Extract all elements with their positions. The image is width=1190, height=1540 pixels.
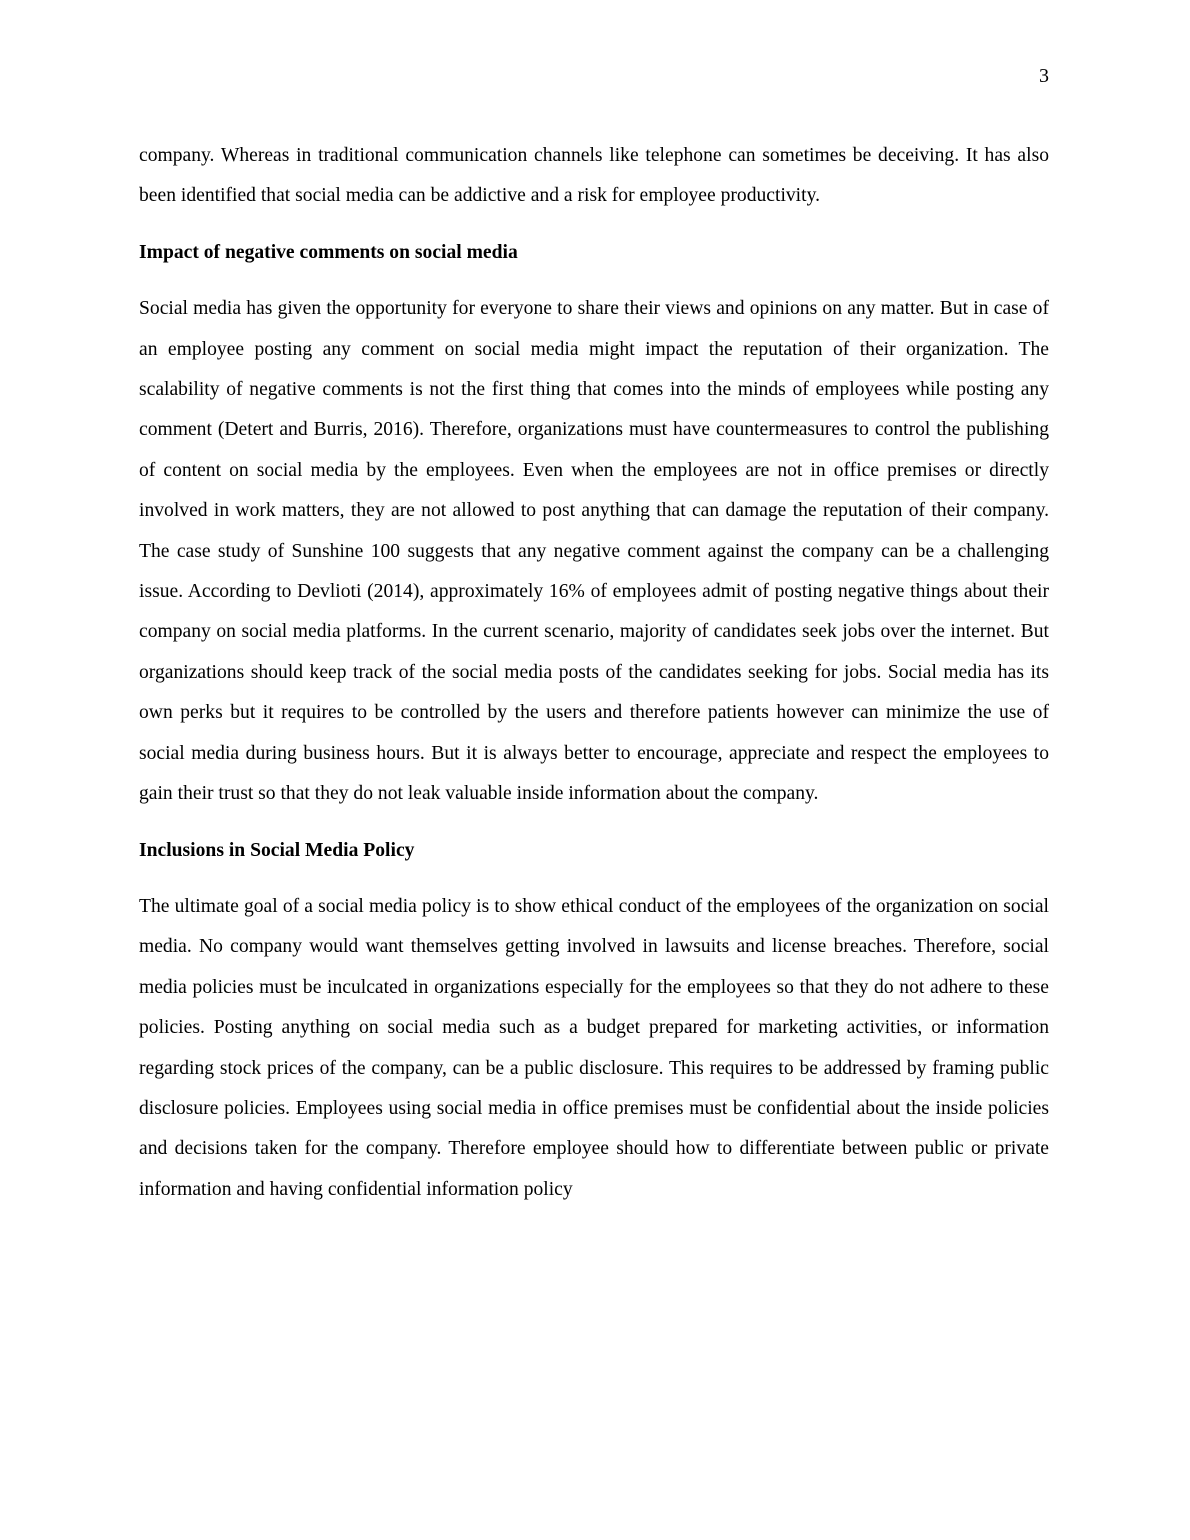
heading-inclusions-in-social-media-policy: Inclusions in Social Media Policy: [139, 839, 415, 861]
paragraph-intro: company. Whereas in traditional communication channels like telephone can sometimes be deceiving. It has also been identified that social media can be addictive and a risk for employee productivity.: [139, 145, 1049, 207]
heading-impact-of-negative-comments: Impact of negative comments on social media: [139, 241, 518, 263]
paragraph-negative-comments: Social media has given the opportunity for everyone to share their views and opinions on any matter. But in case of an employee posting any comment on social media might impact the reputation of their organization. The scalability of negative comments is not the first thing that comes into the minds of employees while posting any comment (Detert and Burris, 2016). Therefore, organizations must have countermeasures to control the publishing of content on social media by the employees. Even when the employees are not in office premises or directly involved in work matters, they are not allowed to post anything that can damage the reputation of their company. The case study of Sunshine 100 suggests that any negative comment against the company can be a challenging issue. According to Devlioti (2014), approximately 16% of employees admit of posting negative things about their company on social media platforms. In the current scenario, majority of candidates seek jobs over the internet. But organizations should keep track of the social media posts of the candidates seeking for jobs. Social media has its own perks but it requires to be controlled by the users and therefore patients however can minimize the use of social media during business hours. But it is always better to encourage, appreciate and respect the employees to gain their trust so that they do not leak valuable inside information about the company.: [139, 298, 1049, 805]
document-body: [139, 136, 1049, 1210]
page-number: 3: [1039, 65, 1049, 87]
paragraph-social-media-policy: The ultimate goal of a social media policy is to show ethical conduct of the employees of the organization on social media. No company would want themselves getting involved in lawsuits and license breaches. Therefore, social media policies must be inculcated in organizations especially for the employees so that they do not adhere to these policies. Posting anything on social media such as a budget prepared for marketing activities, or information regarding stock prices of the company, can be a public disclosure. This requires to be addressed by framing public disclosure policies. Employees using social media in office premises must be confidential about the inside policies and decisions taken for the company. Therefore employee should how to differentiate between public or private information and having confidential information policy: [139, 895, 1049, 1200]
